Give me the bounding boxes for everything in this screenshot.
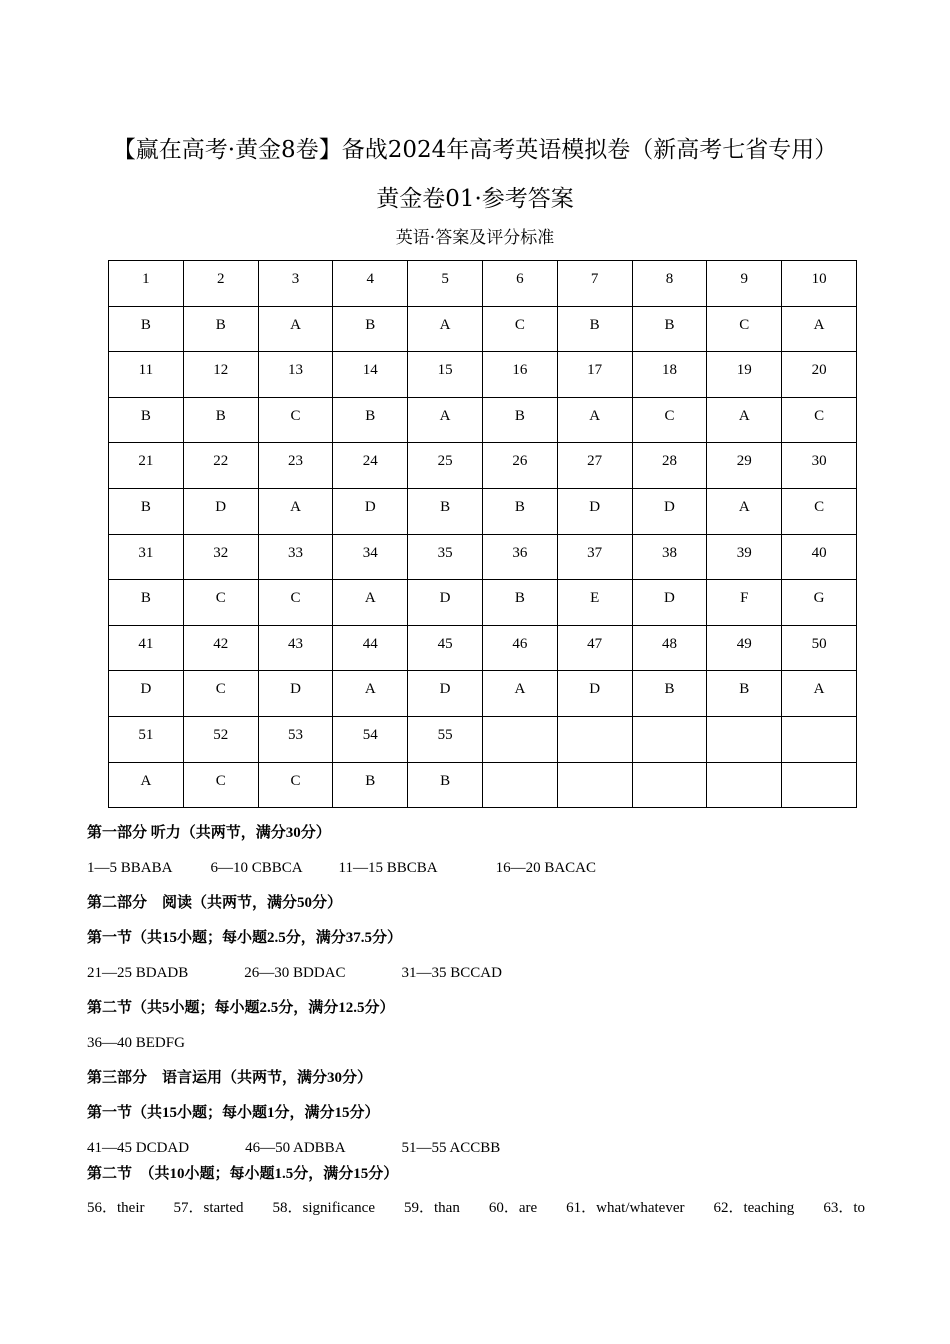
question-number-cell: 41 <box>109 625 184 671</box>
question-number-cell: 43 <box>258 625 333 671</box>
question-number-cell: 38 <box>632 534 707 580</box>
answer-cell: B <box>632 306 707 352</box>
question-number-cell: 45 <box>408 625 483 671</box>
answer-cell: B <box>408 488 483 534</box>
answer-cell: E <box>557 580 632 626</box>
answer-group: 46—50 ADBBA <box>245 1140 346 1156</box>
question-number-cell: 42 <box>183 625 258 671</box>
answer-cell: A <box>557 397 632 443</box>
table-row <box>109 352 857 398</box>
part3-section2-answers <box>87 1196 865 1220</box>
answer-cell: B <box>183 397 258 443</box>
table-row <box>109 397 857 443</box>
answer-cell: D <box>258 671 333 717</box>
answer-cell: F <box>707 580 782 626</box>
question-number-cell: 19 <box>707 352 782 398</box>
grammar-answer: 56．their <box>87 1200 145 1216</box>
document-title: 【赢在高考·黄金8卷】备战2024年高考英语模拟卷（新高考七省专用） <box>112 137 838 163</box>
table-row <box>109 580 857 626</box>
question-number-cell: 40 <box>782 534 857 580</box>
question-number-cell <box>782 716 857 762</box>
answer-cell: A <box>109 762 184 808</box>
grammar-answer: 62．teaching <box>713 1200 795 1216</box>
question-number-cell <box>632 716 707 762</box>
question-number-cell: 11 <box>109 352 184 398</box>
table-row <box>109 762 857 808</box>
grammar-answer: 58．significance <box>272 1200 375 1216</box>
question-number-cell: 13 <box>258 352 333 398</box>
question-number-cell: 29 <box>707 443 782 489</box>
document-caption: 英语·答案及评分标准 <box>395 228 555 248</box>
question-number-cell: 54 <box>333 716 408 762</box>
answer-cell: D <box>408 671 483 717</box>
question-number-cell: 26 <box>482 443 557 489</box>
part2-section1-answers <box>87 961 877 996</box>
question-number-cell: 28 <box>632 443 707 489</box>
answer-cell: B <box>109 488 184 534</box>
part2-section2-heading: 第二节（共5小题；每小题2.5分，满分12.5分） <box>87 1000 395 1016</box>
answer-cell: B <box>333 397 408 443</box>
question-number-cell <box>707 716 782 762</box>
question-number-cell: 31 <box>109 534 184 580</box>
answer-cell: B <box>333 762 408 808</box>
question-number-cell: 48 <box>632 625 707 671</box>
question-number-cell: 34 <box>333 534 408 580</box>
part3-section1-heading: 第一节（共15小题；每小题1分，满分15分） <box>87 1105 380 1121</box>
answer-group: 16—20 BACAC <box>495 860 597 876</box>
question-number-cell: 2 <box>183 261 258 307</box>
question-number-cell: 49 <box>707 625 782 671</box>
answer-cell: A <box>707 397 782 443</box>
question-number-cell: 3 <box>258 261 333 307</box>
answer-cell: D <box>632 580 707 626</box>
grammar-answer: 57．started <box>173 1200 244 1216</box>
answer-cell: A <box>482 671 557 717</box>
question-number-cell: 24 <box>333 443 408 489</box>
part3-section2-heading: 第二节 （共10小题；每小题1.5分，满分15分） <box>87 1166 399 1182</box>
answer-cell: A <box>333 671 408 717</box>
answer-cell: B <box>707 671 782 717</box>
table-row <box>109 534 857 580</box>
question-number-cell: 5 <box>408 261 483 307</box>
question-number-cell: 51 <box>109 716 184 762</box>
answer-group: 51—55 ACCBB <box>401 1140 501 1156</box>
answer-cell: A <box>707 488 782 534</box>
answer-cell: C <box>782 397 857 443</box>
answer-group: 6—10 CBBCA <box>210 860 303 876</box>
question-number-cell <box>557 716 632 762</box>
document-subtitle: 黄金卷01·参考答案 <box>376 186 574 212</box>
answer-cell: B <box>632 671 707 717</box>
answer-cell: B <box>109 580 184 626</box>
question-number-cell: 53 <box>258 716 333 762</box>
question-number-cell: 1 <box>109 261 184 307</box>
answer-cell: C <box>482 306 557 352</box>
answer-cell: D <box>557 671 632 717</box>
grammar-answer: 63．to <box>823 1200 865 1216</box>
question-number-cell: 52 <box>183 716 258 762</box>
answer-cell: B <box>408 762 483 808</box>
part2-heading: 第二部分 阅读（共两节，满分50分） <box>87 895 343 911</box>
answer-cell: C <box>258 580 333 626</box>
question-number-cell: 46 <box>482 625 557 671</box>
answer-group: 21—25 BDADB <box>87 965 189 981</box>
answer-group: 26—30 BDDAC <box>244 965 346 981</box>
answer-cell: A <box>782 671 857 717</box>
answer-cell: A <box>408 306 483 352</box>
answer-cell: D <box>109 671 184 717</box>
answer-cell: B <box>557 306 632 352</box>
question-number-cell: 47 <box>557 625 632 671</box>
question-number-cell: 39 <box>707 534 782 580</box>
table-row <box>109 261 857 307</box>
table-row <box>109 625 857 671</box>
answer-cell: C <box>632 397 707 443</box>
answer-cell: D <box>557 488 632 534</box>
part1-answers <box>87 856 877 891</box>
part1-heading: 第一部分 听力（共两节，满分30分） <box>87 825 331 841</box>
answer-cell: B <box>183 306 258 352</box>
question-number-cell: 33 <box>258 534 333 580</box>
question-number-cell: 55 <box>408 716 483 762</box>
table-row <box>109 716 857 762</box>
question-number-cell: 22 <box>183 443 258 489</box>
answer-table <box>108 260 857 808</box>
question-number-cell: 7 <box>557 261 632 307</box>
answer-cell <box>557 762 632 808</box>
question-number-cell: 35 <box>408 534 483 580</box>
answer-cell: D <box>632 488 707 534</box>
part2-section2-answers: 36—40 BEDFG <box>87 1035 185 1051</box>
question-number-cell: 4 <box>333 261 408 307</box>
part3-section1-answers <box>87 1136 877 1162</box>
answer-cell: C <box>183 762 258 808</box>
answer-group: 31—35 BCCAD <box>401 965 502 981</box>
table-row <box>109 306 857 352</box>
answer-cell: B <box>482 397 557 443</box>
answer-cell: A <box>333 580 408 626</box>
table-row <box>109 488 857 534</box>
answer-cell: C <box>782 488 857 534</box>
answer-cell <box>632 762 707 808</box>
table-row <box>109 443 857 489</box>
answer-cell: D <box>183 488 258 534</box>
answer-cell: C <box>258 397 333 443</box>
question-number-cell: 6 <box>482 261 557 307</box>
question-number-cell: 20 <box>782 352 857 398</box>
answer-group: 41—45 DCDAD <box>87 1140 190 1156</box>
answer-cell: B <box>333 306 408 352</box>
answer-cell: C <box>707 306 782 352</box>
answer-cell: A <box>782 306 857 352</box>
question-number-cell <box>482 716 557 762</box>
grammar-answer: 59．than <box>404 1200 460 1216</box>
question-number-cell: 50 <box>782 625 857 671</box>
question-number-cell: 12 <box>183 352 258 398</box>
part3-heading: 第三部分 语言运用（共两节，满分30分） <box>87 1070 373 1086</box>
question-number-cell: 16 <box>482 352 557 398</box>
answer-cell: A <box>258 306 333 352</box>
question-number-cell: 27 <box>557 443 632 489</box>
question-number-cell: 10 <box>782 261 857 307</box>
question-number-cell: 17 <box>557 352 632 398</box>
answer-cell: B <box>482 580 557 626</box>
answer-cell: C <box>183 580 258 626</box>
question-number-cell: 23 <box>258 443 333 489</box>
grammar-answer: 60．are <box>488 1200 538 1216</box>
answer-cell: D <box>333 488 408 534</box>
question-number-cell: 14 <box>333 352 408 398</box>
answer-cell: A <box>258 488 333 534</box>
answer-cell: A <box>408 397 483 443</box>
answer-group: 11—15 BBCBA <box>338 860 438 876</box>
table-row <box>109 671 857 717</box>
answer-sections <box>87 821 877 1197</box>
question-number-cell: 18 <box>632 352 707 398</box>
question-number-cell: 21 <box>109 443 184 489</box>
answer-cell <box>782 762 857 808</box>
answer-cell: G <box>782 580 857 626</box>
question-number-cell: 30 <box>782 443 857 489</box>
answer-cell: C <box>183 671 258 717</box>
question-number-cell: 44 <box>333 625 408 671</box>
grammar-answer: 61．what/whatever <box>566 1200 685 1216</box>
answer-cell <box>482 762 557 808</box>
question-number-cell: 15 <box>408 352 483 398</box>
question-number-cell: 9 <box>707 261 782 307</box>
question-number-cell: 37 <box>557 534 632 580</box>
answer-cell: B <box>109 306 184 352</box>
answer-cell <box>707 762 782 808</box>
answer-cell: D <box>408 580 483 626</box>
part2-section1-heading: 第一节（共15小题；每小题2.5分，满分37.5分） <box>87 930 403 946</box>
answer-cell: C <box>258 762 333 808</box>
question-number-cell: 32 <box>183 534 258 580</box>
question-number-cell: 25 <box>408 443 483 489</box>
answer-cell: B <box>482 488 557 534</box>
answer-group: 1—5 BBABA <box>87 860 173 876</box>
question-number-cell: 8 <box>632 261 707 307</box>
question-number-cell: 36 <box>482 534 557 580</box>
answer-cell: B <box>109 397 184 443</box>
